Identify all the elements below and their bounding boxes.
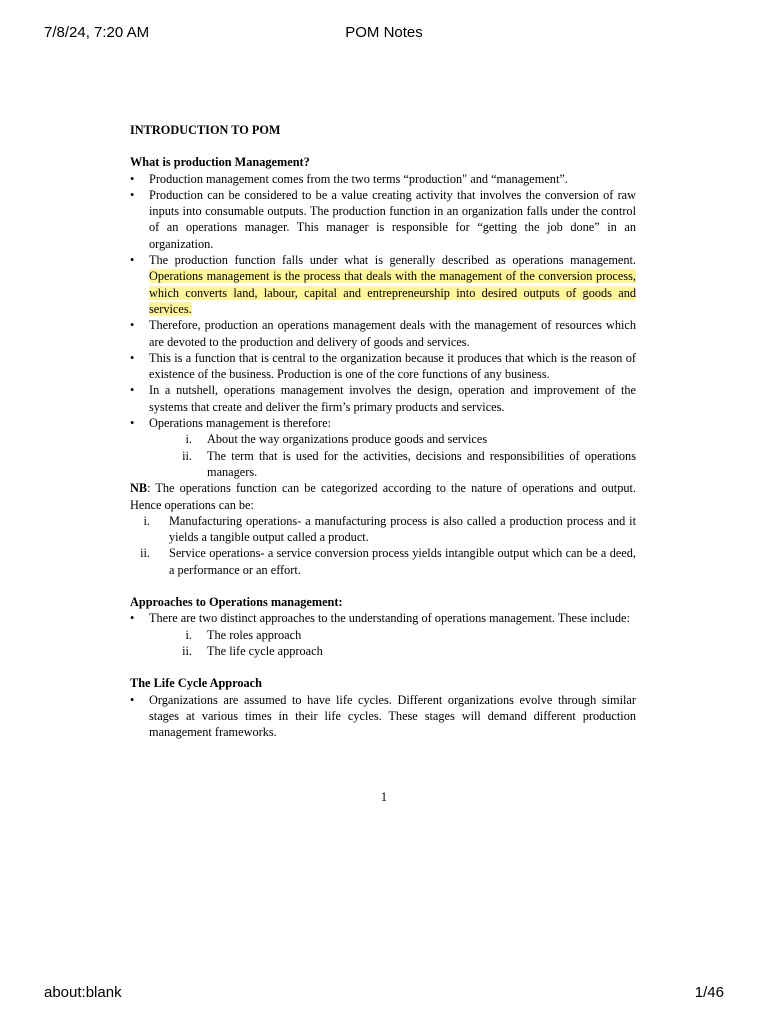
section-heading-approaches: Approaches to Operations management: <box>130 595 343 610</box>
print-page-count: 1/46 <box>694 984 724 1001</box>
page-number: 1 <box>380 790 388 804</box>
print-title: POM Notes <box>345 24 423 41</box>
list-item: • Therefore, production an operations management deals with the management of resources which are devoted to the production and delivery of goods and services. <box>130 318 636 349</box>
roman-list-item: i. About the way organizations produce goods and services <box>185 432 488 447</box>
print-url: about:blank <box>44 984 122 1001</box>
section-heading-life-cycle: The Life Cycle Approach <box>130 676 262 691</box>
list-item: • Organizations are assumed to have life cycles. Different organizations evolve through similar stages at various times in their life cycles. These stages will demand different production management frameworks. <box>130 692 636 740</box>
list-item: • In a nutshell, operations management involves the design, operation and improvement of the systems that create and deliver the firm’s primary products and services. <box>130 383 636 414</box>
highlighted-text: Operations management is the process that deals with the management of the conversion process, which converts land, labour, capital and entrepreneurship into desired outputs of goods and services. <box>149 269 636 316</box>
print-datetime: 7/8/24, 7:20 AM <box>44 24 150 41</box>
list-item: • Production management comes from the two terms “production" and “management”. <box>130 171 568 186</box>
nb-paragraph: NB: The operations function can be categorized according to the nature of operations and output. Hence operations can be: <box>130 481 636 512</box>
doc-title: INTRODUCTION TO POM <box>130 123 281 137</box>
roman-list-item: ii. Service operations- a service conversion process yields intangible output which can be a deed, a performance or an effort. <box>140 546 636 577</box>
roman-list-item: i. The roles approach <box>185 627 302 642</box>
roman-list-item: ii. The term that is used for the activities, decisions and responsibilities of operations managers. <box>182 448 636 479</box>
section-heading-what-is-pm: What is production Management? <box>130 155 310 170</box>
roman-list-item: ii. The life cycle approach <box>182 643 323 658</box>
roman-list-item: i. Manufacturing operations- a manufacturing process is also called a production process and it yields a tangible output called a product. <box>143 513 636 545</box>
list-item: • Operations management is therefore: <box>130 416 331 431</box>
list-item: • The production function falls under what is generally described as operations management. Operations management is the process that deals with the management of the conversion process, which converts land, labour, capital and entrepreneurship into desired outputs of goods and services. <box>130 253 636 316</box>
list-item: • This is a function that is central to the organization because it produces that which is the reason of existence of the business. Production is one of the core functions of any business. <box>130 350 636 382</box>
list-item: • There are two distinct approaches to the understanding of operations management. These include: <box>130 611 630 626</box>
list-item: • Production can be considered to be a value creating activity that involves the conversion of raw inputs into consumable outputs. The production function in an organization falls under the control of an operations manager. This manager is responsible for “getting the job done” in an organization. <box>130 187 636 251</box>
document-body <box>130 122 636 740</box>
